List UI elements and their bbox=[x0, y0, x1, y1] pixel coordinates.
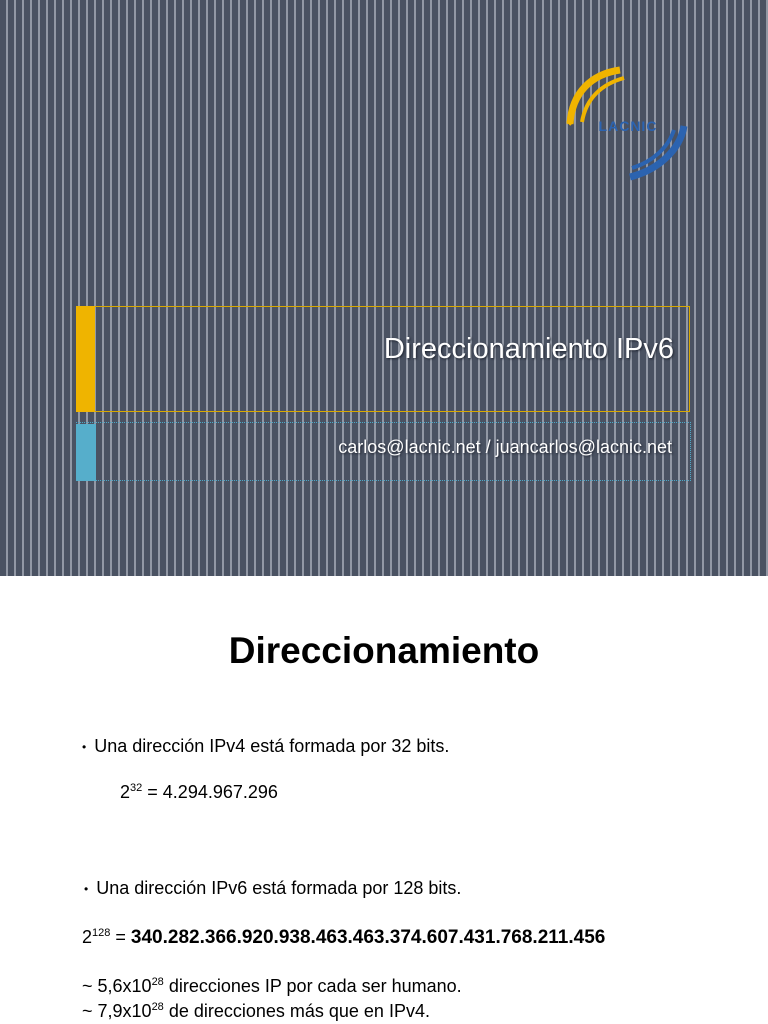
ipv4-exponent: 32 bbox=[130, 782, 143, 794]
fact-prefix: ~ 5,6x10 bbox=[82, 976, 152, 996]
ipv6-formula bbox=[82, 927, 605, 949]
bullet-icon: • bbox=[84, 882, 89, 896]
bullet-ipv4 bbox=[82, 736, 449, 757]
subtitle-accent-bar bbox=[76, 424, 96, 481]
fact-ipv4-comparison bbox=[82, 1001, 430, 1022]
title-accent-bar bbox=[76, 306, 95, 412]
logo-wordmark: LACNIC bbox=[598, 118, 658, 134]
fact-suffix: direcciones IP por cada ser humano. bbox=[163, 976, 462, 996]
bullet-icon: • bbox=[82, 740, 87, 754]
fact-suffix: de direcciones más que en IPv4. bbox=[163, 1001, 430, 1021]
fact-prefix: ~ 7,9x10 bbox=[82, 1001, 152, 1021]
bullet-ipv6 bbox=[84, 878, 461, 899]
slide-subtitle: carlos@lacnic.net / juancarlos@lacnic.net bbox=[338, 437, 672, 457]
slide-heading: Direccionamiento bbox=[228, 630, 540, 671]
ipv4-result: = 4.294.967.296 bbox=[147, 782, 278, 802]
ipv4-formula bbox=[120, 782, 278, 803]
ipv6-exponent: 128 bbox=[92, 927, 111, 939]
ipv4-text: Una dirección IPv4 está formada por 32 bits. bbox=[94, 736, 450, 756]
ipv4-base: 2 bbox=[120, 782, 131, 802]
content-slide bbox=[0, 576, 768, 1024]
ipv6-result: 340.282.366.920.938.463.463.374.607.431.768.211.456 bbox=[130, 927, 606, 948]
ipv6-text: Una dirección IPv6 está formada por 128 bits. bbox=[96, 878, 462, 898]
fact-humans bbox=[82, 976, 462, 997]
fact-exponent: 28 bbox=[151, 1001, 164, 1013]
ipv6-base: 2 bbox=[82, 927, 93, 947]
fact-exponent: 28 bbox=[151, 976, 164, 988]
ipv6-equals: = bbox=[115, 927, 126, 947]
slide-title: Direccionamiento IPv6 bbox=[383, 333, 674, 365]
